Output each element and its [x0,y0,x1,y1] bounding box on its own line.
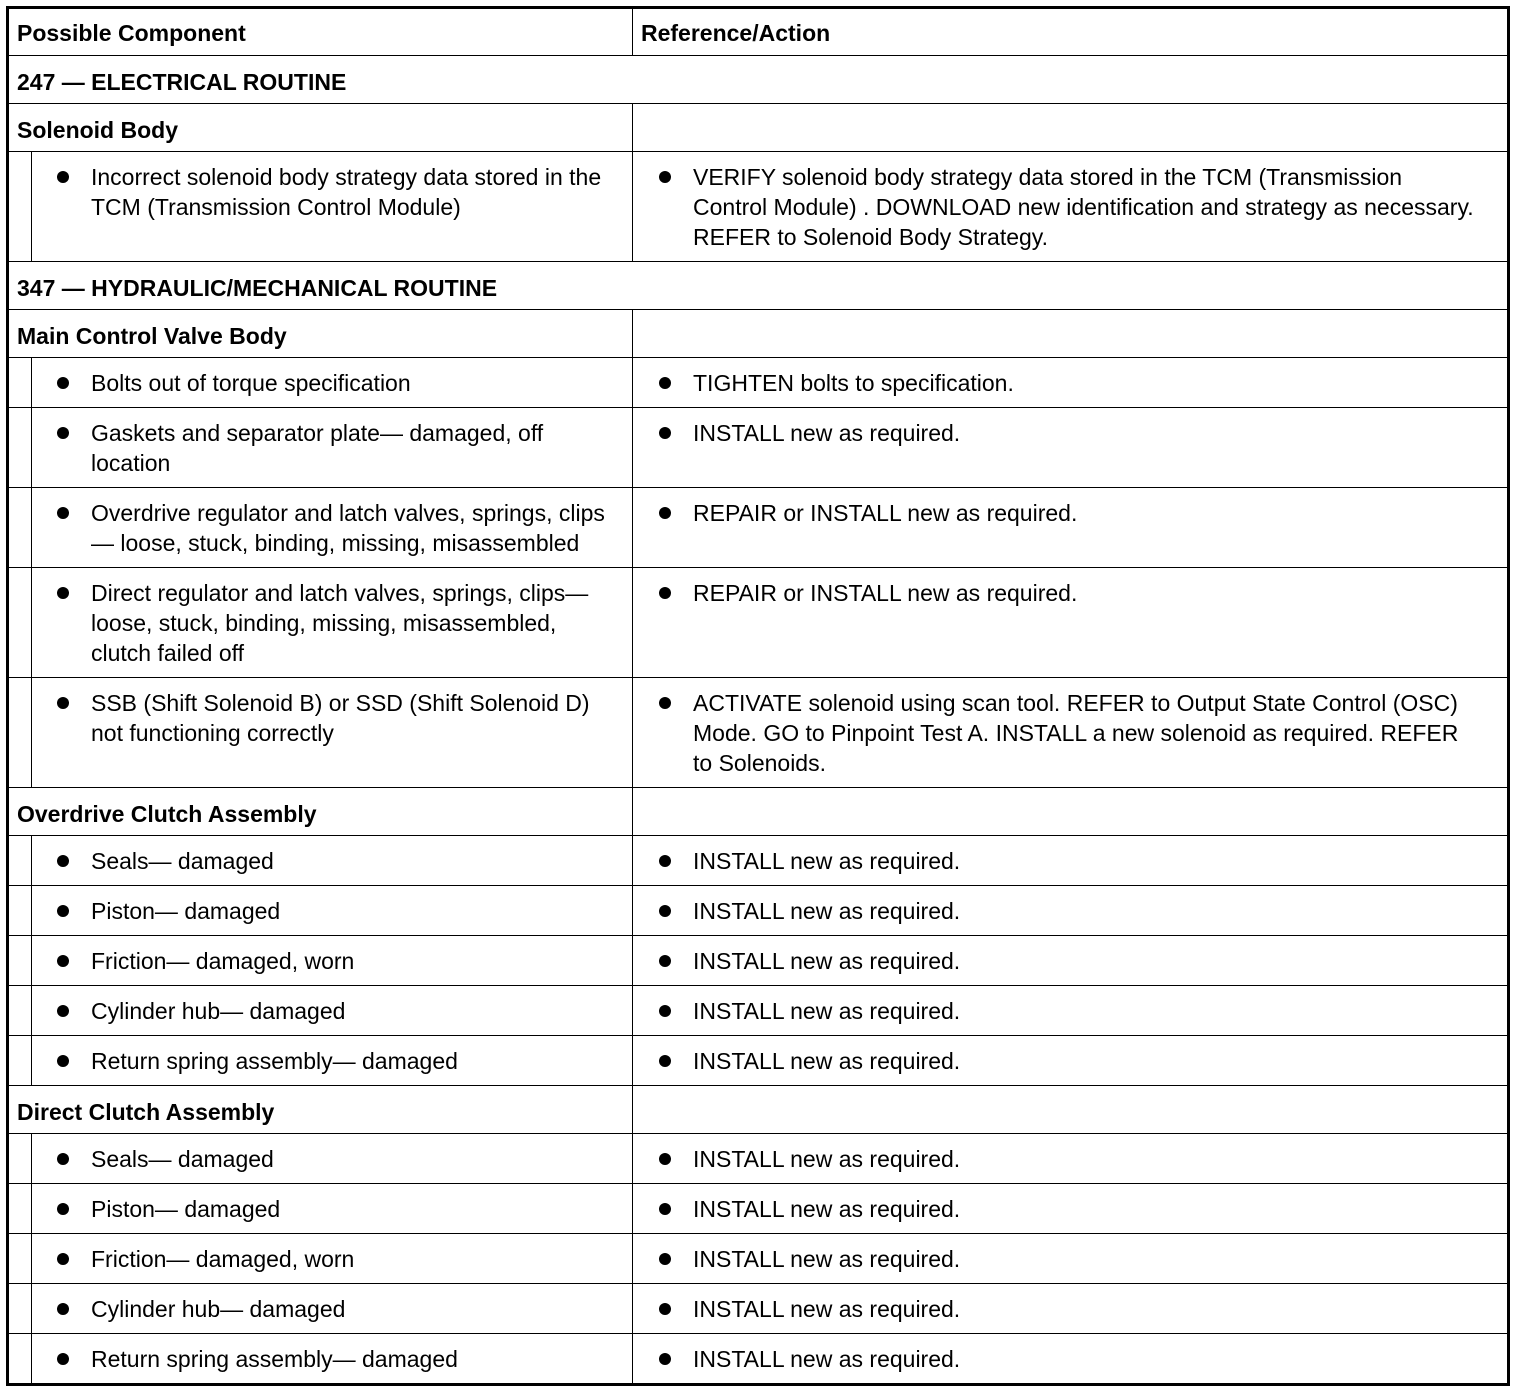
bullet-dot-icon [57,1303,69,1315]
action-cell [633,836,1509,886]
action-cell [633,886,1509,936]
component-bullet [9,1036,632,1085]
table-row [8,568,1509,678]
component-cell [8,1334,633,1385]
group-name-cell [8,310,633,358]
bullet-dot-icon [659,697,671,709]
diagnosis-table [6,6,1510,1386]
bullet-dot-icon [57,377,69,389]
action-cell [633,1134,1509,1184]
component-bullet [9,936,632,985]
component-cell [8,936,633,986]
action-cell [633,1234,1509,1284]
indent-divider [31,1036,32,1085]
section-title: 247 — ELECTRICAL ROUTINE [17,69,347,95]
action-text: INSTALL new as required. [693,848,961,874]
component-text: Seals— damaged [91,848,274,874]
bullet-dot-icon [57,1353,69,1365]
group-empty-cell [633,104,1509,152]
action-text: INSTALL new as required. [693,948,961,974]
group-name-cell [8,104,633,152]
component-text: Cylinder hub— damaged [91,1296,346,1322]
bullet-dot-icon [659,587,671,599]
table-body [8,8,1509,1385]
action-text: INSTALL new as required. [693,1146,961,1172]
table-row [8,986,1509,1036]
action-cell [633,936,1509,986]
bullet-dot-icon [659,855,671,867]
table-row [8,1036,1509,1086]
action-bullet [633,986,1507,1035]
action-bullet [633,358,1507,407]
bullet-dot-icon [57,507,69,519]
action-cell [633,678,1509,788]
indent-divider [31,936,32,985]
bullet-dot-icon [659,171,671,183]
bullet-dot-icon [57,1005,69,1017]
bullet-dot-icon [659,1303,671,1315]
action-text: INSTALL new as required. [693,1196,961,1222]
component-cell [8,152,633,262]
action-text: REPAIR or INSTALL new as required. [693,500,1078,526]
table-row [8,1334,1509,1385]
group-empty-cell [633,310,1509,358]
action-cell [633,1184,1509,1234]
action-cell [633,152,1509,262]
indent-divider [31,358,32,407]
action-text: INSTALL new as required. [693,1296,961,1322]
table-row [8,152,1509,262]
action-bullet [633,152,1507,261]
indent-divider [31,408,32,487]
bullet-dot-icon [57,855,69,867]
bullet-dot-icon [659,1253,671,1265]
component-text: Direct regulator and latch valves, springs, clips— loose, stuck, binding, missing, misassembled, clutch failed off [91,580,589,666]
component-bullet [9,1284,632,1333]
table-row [8,886,1509,936]
bullet-dot-icon [659,507,671,519]
section-header-row [8,56,1509,104]
action-bullet [633,1184,1507,1233]
group-header-row [8,788,1509,836]
component-bullet [9,1334,632,1383]
bullet-dot-icon [57,1055,69,1067]
indent-divider [31,1134,32,1183]
bullet-dot-icon [659,955,671,967]
group-empty-cell [633,788,1509,836]
component-bullet [9,986,632,1035]
component-text: Return spring assembly— damaged [91,1048,458,1074]
table-row [8,936,1509,986]
action-cell [633,408,1509,488]
component-text: Overdrive regulator and latch valves, springs, clips— loose, stuck, binding, missing, misassembled [91,500,605,556]
component-bullet [9,836,632,885]
bullet-dot-icon [57,955,69,967]
bullet-dot-icon [659,1353,671,1365]
component-bullet [9,1184,632,1233]
bullet-dot-icon [57,1153,69,1165]
bullet-dot-icon [659,377,671,389]
header-cell-action [633,8,1509,56]
table-row [8,408,1509,488]
indent-divider [31,152,32,261]
component-cell [8,836,633,886]
component-bullet [9,1134,632,1183]
bullet-dot-icon [659,1055,671,1067]
section-header-row [8,262,1509,310]
indent-divider [31,678,32,787]
component-text: Incorrect solenoid body strategy data stored in the TCM (Transmission Control Module) [91,164,602,220]
action-cell [633,358,1509,408]
bullet-dot-icon [57,1253,69,1265]
action-bullet [633,1036,1507,1085]
action-text: INSTALL new as required. [693,1346,961,1372]
indent-divider [31,986,32,1035]
component-text: Piston— damaged [91,898,281,924]
indent-divider [31,1334,32,1383]
indent-divider [31,836,32,885]
group-name: Main Control Valve Body [17,323,287,349]
action-text: REPAIR or INSTALL new as required. [693,580,1078,606]
component-text: Return spring assembly— damaged [91,1346,458,1372]
bullet-dot-icon [659,905,671,917]
action-text: INSTALL new as required. [693,1246,961,1272]
action-text: TIGHTEN bolts to specification. [693,370,1014,396]
header-reference-action: Reference/Action [641,20,831,46]
section-header-cell [8,262,1509,310]
component-bullet [9,568,632,677]
action-bullet [633,1234,1507,1283]
group-header-row [8,104,1509,152]
action-text: VERIFY solenoid body strategy data stored in the TCM (Transmission Control Module) . DOWNLOAD new identification and strategy as necessary. REFER to Solenoid Body Strategy. [693,164,1474,250]
group-name-cell [8,788,633,836]
action-bullet [633,488,1507,537]
action-cell [633,488,1509,568]
component-text: Friction— damaged, worn [91,1246,355,1272]
action-text: INSTALL new as required. [693,898,961,924]
component-text: Gaskets and separator plate— damaged, off location [91,420,544,476]
bullet-dot-icon [57,697,69,709]
group-name: Solenoid Body [17,117,178,143]
component-bullet [9,358,632,407]
action-text: ACTIVATE solenoid using scan tool. REFER to Output State Control (OSC) Mode. GO to Pinpoint Test A. INSTALL a new solenoid as required. REFER to Solenoids. [693,690,1459,776]
component-cell [8,1036,633,1086]
indent-divider [31,886,32,935]
table-row [8,836,1509,886]
component-cell [8,1234,633,1284]
action-bullet [633,886,1507,935]
section-title: 347 — HYDRAULIC/MECHANICAL ROUTINE [17,275,498,301]
indent-divider [31,1234,32,1283]
component-cell [8,986,633,1036]
bullet-dot-icon [57,905,69,917]
component-cell [8,1134,633,1184]
component-cell [8,678,633,788]
indent-divider [31,488,32,567]
component-text: Cylinder hub— damaged [91,998,346,1024]
action-bullet [633,408,1507,457]
group-header-row [8,1086,1509,1134]
table-row [8,1234,1509,1284]
component-text: SSB (Shift Solenoid B) or SSD (Shift Solenoid D) not functioning correctly [91,690,590,746]
action-bullet [633,568,1507,617]
action-cell [633,1334,1509,1385]
table-header-row [8,8,1509,56]
table-row [8,1134,1509,1184]
bullet-dot-icon [57,587,69,599]
action-cell [633,1036,1509,1086]
group-empty-cell [633,1086,1509,1134]
action-bullet [633,678,1507,787]
group-header-row [8,310,1509,358]
bullet-dot-icon [659,1005,671,1017]
component-cell [8,1284,633,1334]
table-row [8,488,1509,568]
table-row [8,358,1509,408]
component-text: Piston— damaged [91,1196,281,1222]
bullet-dot-icon [57,427,69,439]
component-text: Bolts out of torque specification [91,370,411,396]
group-name: Direct Clutch Assembly [17,1099,275,1125]
header-possible-component: Possible Component [17,20,246,46]
component-bullet [9,488,632,567]
component-bullet [9,678,632,757]
bullet-dot-icon [659,1203,671,1215]
action-cell [633,986,1509,1036]
action-bullet [633,1134,1507,1183]
table-row [8,678,1509,788]
action-text: INSTALL new as required. [693,998,961,1024]
bullet-dot-icon [57,171,69,183]
component-cell [8,568,633,678]
section-header-cell [8,56,1509,104]
header-cell-component [8,8,633,56]
component-text: Seals— damaged [91,1146,274,1172]
component-cell [8,1184,633,1234]
indent-divider [31,1284,32,1333]
group-name-cell [8,1086,633,1134]
action-cell [633,568,1509,678]
component-bullet [9,1234,632,1283]
component-bullet [9,152,632,231]
indent-divider [31,1184,32,1233]
component-cell [8,408,633,488]
action-bullet [633,1284,1507,1333]
group-name: Overdrive Clutch Assembly [17,801,317,827]
component-text: Friction— damaged, worn [91,948,355,974]
action-bullet [633,836,1507,885]
component-cell [8,488,633,568]
table-row [8,1184,1509,1234]
action-bullet [633,936,1507,985]
component-bullet [9,408,632,487]
bullet-dot-icon [57,1203,69,1215]
component-cell [8,886,633,936]
table-row [8,1284,1509,1334]
component-bullet [9,886,632,935]
action-text: INSTALL new as required. [693,1048,961,1074]
bullet-dot-icon [659,427,671,439]
action-text: INSTALL new as required. [693,420,961,446]
action-bullet [633,1334,1507,1383]
component-cell [8,358,633,408]
bullet-dot-icon [659,1153,671,1165]
indent-divider [31,568,32,677]
action-cell [633,1284,1509,1334]
